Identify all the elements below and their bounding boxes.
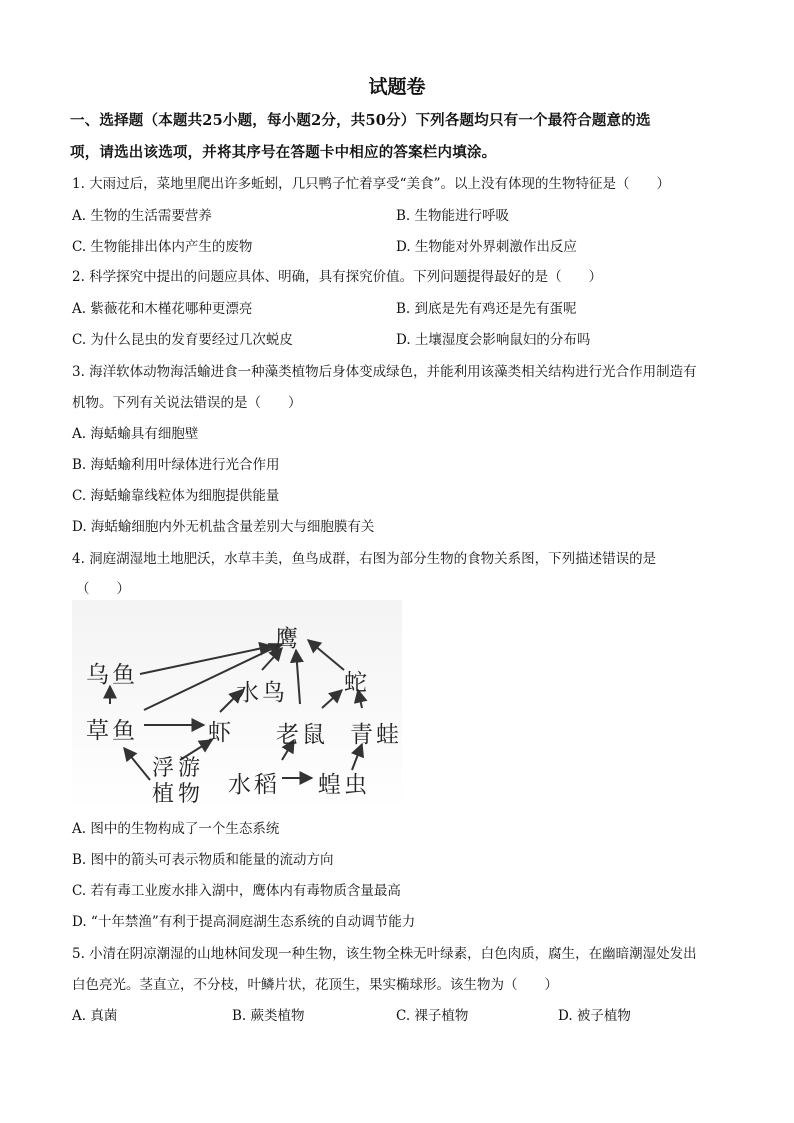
node-shuiniao: 水鸟: [236, 680, 288, 706]
question-2-option-d[interactable]: D. 土壤湿度会影响鼠妇的分布吗: [396, 332, 591, 348]
node-laoshu: 老鼠: [276, 722, 328, 748]
node-fuyou-line-2: 植物: [152, 782, 205, 807]
question-1-stem: 1. 大雨过后，菜地里爬出许多蚯蚓，几只鸭子忙着享受“美食”。以上没有体现的生物特征是（ ）: [72, 176, 670, 192]
food-web-diagram: [72, 600, 402, 810]
question-3-stem-line-1: 3. 海洋软体动物海活蝓进食一种藻类植物后身体变成绿色，并能利用该藻类相关结构进行光合作用制造有: [72, 364, 697, 380]
question-1-option-a[interactable]: A. 生物的生活需要营养: [72, 208, 212, 224]
question-1-option-c[interactable]: C. 生物能排出体内产生的废物: [72, 239, 253, 255]
question-4-option-b[interactable]: B. 图中的箭头可表示物质和能量的流动方向: [72, 852, 334, 868]
question-3-option-d[interactable]: D. 海蛞蝓细胞内外无机盐含量差别大与细胞膜有关: [72, 519, 375, 535]
question-2-stem: 2. 科学探究中提出的问题应具体、明确，具有探究价值。下列问题提得最好的是（ ）: [72, 269, 603, 285]
node-she: 蛇: [344, 670, 370, 696]
arrow-laoshu-to-ying: [296, 650, 300, 704]
node-shuidao: 水稻: [228, 772, 280, 798]
question-2-option-c[interactable]: C. 为什么昆虫的发育要经过几次蜕皮: [72, 332, 293, 348]
node-fuyou-line-1: 浮游: [152, 756, 205, 781]
arrow-she-to-ying: [308, 640, 344, 670]
section-heading-line-1: 一、选择题（本题共25小题，每小题2分，共50分）下列各题均只有一个最符合题意的选: [70, 112, 651, 129]
question-5-option-d[interactable]: D. 被子植物: [558, 1008, 631, 1024]
node-huangchong: 蝗虫: [318, 772, 370, 798]
question-2-option-b[interactable]: B. 到底是先有鸡还是先有蛋呢: [396, 301, 577, 317]
arrow-laoshu-to-she: [322, 690, 342, 708]
node-ying: 鹰: [275, 626, 301, 652]
question-4-stem-line-2: （ ）: [76, 581, 130, 597]
node-wuyu: 乌鱼: [86, 662, 138, 688]
question-3-option-c[interactable]: C. 海蛞蝓靠线粒体为细胞提供能量: [72, 488, 280, 504]
node-caoyu: 草鱼: [86, 718, 138, 744]
question-5-stem-line-2: 白色亮光。茎直立，不分枝，叶鳞片状，花顶生，果实椭球形。该生物为（ ）: [72, 977, 558, 993]
question-3-stem-line-2: 机物。下列有关说法错误的是（ ）: [72, 395, 302, 411]
question-3-option-a[interactable]: A. 海蛞蝓具有细胞壁: [72, 426, 199, 442]
question-3-option-b[interactable]: B. 海蛞蝓利用叶绿体进行光合作用: [72, 457, 280, 473]
question-4-option-c[interactable]: C. 若有毒工业废水排入湖中，鹰体内有毒物质含量最高: [72, 883, 401, 899]
arrow-wuyu-to-ying: [140, 646, 272, 674]
page-title: 试题卷: [368, 76, 426, 98]
question-5-stem-line-1: 5. 小清在阴凉潮湿的山地林间发现一种生物，该生物全株无叶绿素，白色肉质，腐生，在幽暗潮湿处发出: [72, 946, 697, 962]
question-5-option-b[interactable]: B. 蕨类植物: [232, 1008, 305, 1024]
question-2-option-a[interactable]: A. 紫薇花和木槿花哪种更漂亮: [72, 301, 253, 317]
question-1-option-d[interactable]: D. 生物能对外界刺激作出反应: [396, 239, 577, 255]
question-5-option-c[interactable]: C. 裸子植物: [396, 1008, 469, 1024]
arrow-fuyou-to-caoyu: [124, 748, 150, 780]
section-heading-line-2: 项，请选出该选项，并将其序号在答题卡中相应的答案栏内填涂。: [70, 144, 497, 161]
node-qingwa: 青蛙: [350, 722, 402, 748]
question-5-option-a[interactable]: A. 真菌: [72, 1008, 118, 1024]
question-4-option-d[interactable]: D. “十年禁渔”有利于提高洞庭湖生态系统的自动调节能力: [72, 914, 416, 930]
node-xia: 虾: [208, 720, 234, 746]
question-4-stem-line-1: 4. 洞庭湖湿地土地肥沃，水草丰美，鱼鸟成群，右图为部分生物的食物关系图，下列描述错误的是: [72, 551, 657, 567]
question-4-option-a[interactable]: A. 图中的生物构成了一个生态系统: [72, 821, 280, 837]
question-1-option-b[interactable]: B. 生物能进行呼吸: [396, 208, 510, 224]
